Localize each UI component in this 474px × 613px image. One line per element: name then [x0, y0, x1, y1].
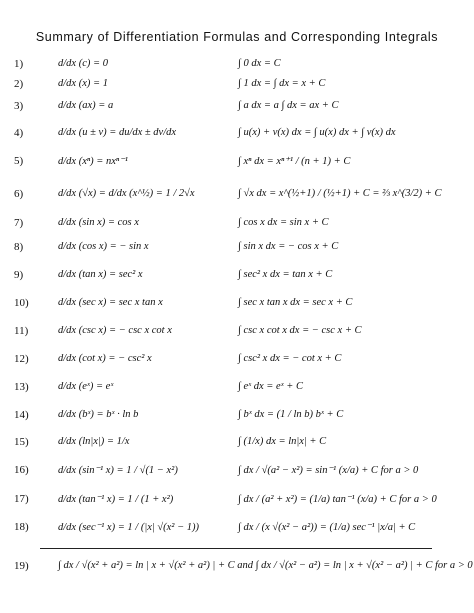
derivative-formula: d/dx (eˣ) = eˣ — [58, 381, 114, 392]
row-number: 3) — [14, 100, 24, 112]
integral-formula: ∫ a dx = a ∫ dx = ax + C — [238, 100, 339, 111]
row-number: 18) — [14, 521, 29, 533]
derivative-formula: d/dx (sin x) = cos x — [58, 217, 139, 228]
derivative-formula: d/dx (csc x) = − csc x cot x — [58, 325, 172, 336]
integral-formula: ∫ eˣ dx = eˣ + C — [238, 381, 303, 392]
integral-formula: ∫ √x dx = x^(½+1) / (½+1) + C = ⅔ x^(3/2) + C — [238, 188, 442, 199]
page-title: Summary of Differentiation Formulas and Corresponding Integrals — [35, 30, 439, 44]
derivative-formula: d/dx (cot x) = − csc² x — [58, 353, 152, 364]
derivative-formula: d/dx (xⁿ) = nxⁿ⁻¹ — [58, 156, 128, 167]
row-number: 14) — [14, 409, 29, 421]
derivative-formula: d/dx (x) = 1 — [58, 78, 108, 89]
row-number: 10) — [14, 297, 29, 309]
integral-formula: ∫ bˣ dx = (1 / ln b) bˣ + C — [238, 409, 344, 420]
row-number: 9) — [14, 269, 24, 281]
derivative-formula: d/dx (bˣ) = bˣ · ln b — [58, 409, 139, 420]
row-number: 16) — [14, 464, 29, 476]
derivative-formula: d/dx (sin⁻¹ x) = 1 / √(1 − x²) — [58, 465, 178, 476]
integral-formula: ∫ cos x dx = sin x + C — [238, 217, 329, 228]
row-number: 4) — [14, 127, 24, 139]
divider — [40, 548, 432, 549]
row-number: 7) — [14, 217, 24, 229]
derivative-formula: d/dx (ln|x|) = 1/x — [58, 436, 130, 447]
integral-formula: ∫ sec x tan x dx = sec x + C — [238, 297, 353, 308]
integral-formula: ∫ (1/x) dx = ln|x| + C — [238, 436, 327, 447]
row-number: 12) — [14, 353, 29, 365]
row-number: 2) — [14, 78, 24, 90]
row-number: 15) — [14, 436, 29, 448]
integral-formula: ∫ xⁿ dx = xⁿ⁺¹ / (n + 1) + C — [238, 156, 351, 167]
integral-formula: ∫ 0 dx = C — [238, 58, 281, 69]
derivative-formula: d/dx (sec⁻¹ x) = 1 / (|x| √(x² − 1)) — [58, 522, 200, 533]
row-number: 6) — [14, 188, 24, 200]
integral-formula: ∫ sin x dx = − cos x + C — [238, 241, 339, 252]
row-number: 13) — [14, 381, 29, 393]
integral-formula: ∫ sec² x dx = tan x + C — [238, 269, 333, 280]
row-number-19: 19) — [14, 560, 29, 572]
derivative-formula: d/dx (sec x) = sec x tan x — [58, 297, 163, 308]
row-number: 1) — [14, 58, 24, 70]
derivative-formula: d/dx (cos x) = − sin x — [58, 241, 149, 252]
derivative-formula: d/dx (√x) = d/dx (x^½) = 1 / 2√x — [58, 188, 195, 199]
row-number: 8) — [14, 241, 24, 253]
integral-formula: ∫ u(x) + v(x) dx = ∫ u(x) dx + ∫ v(x) dx — [238, 127, 396, 138]
integral-formula: ∫ csc x cot x dx = − csc x + C — [238, 325, 362, 336]
integral-formula: ∫ csc² x dx = − cot x + C — [238, 353, 342, 364]
row-number: 5) — [14, 155, 24, 167]
derivative-formula: d/dx (u ± v) = du/dx ± dv/dx — [58, 127, 177, 138]
integral-formula: ∫ 1 dx = ∫ dx = x + C — [238, 78, 326, 89]
derivative-formula: d/dx (tan x) = sec² x — [58, 269, 143, 280]
derivative-formula: d/dx (tan⁻¹ x) = 1 / (1 + x²) — [58, 494, 174, 505]
row-number: 17) — [14, 493, 29, 505]
derivative-formula: d/dx (c) = 0 — [58, 58, 108, 69]
integral-formula: ∫ dx / (a² + x²) = (1/a) tan⁻¹ (x/a) + C for a > 0 — [238, 494, 437, 505]
integral-formula: ∫ dx / √(a² − x²) = sin⁻¹ (x/a) + C for a > 0 — [238, 465, 419, 476]
row-number: 11) — [14, 325, 29, 337]
integral-formula: ∫ dx / (x √(x² − a²)) = (1/a) sec⁻¹ |x/a| + C — [238, 522, 416, 533]
integral-formula-19: ∫ dx / √(x² + a²) = ln | x + √(x² + a²) | + C and ∫ dx / √(x² − a²) = ln | x + √(x² − a²) | + C for a > 0 — [58, 560, 473, 571]
derivative-formula: d/dx (ax) = a — [58, 100, 114, 111]
